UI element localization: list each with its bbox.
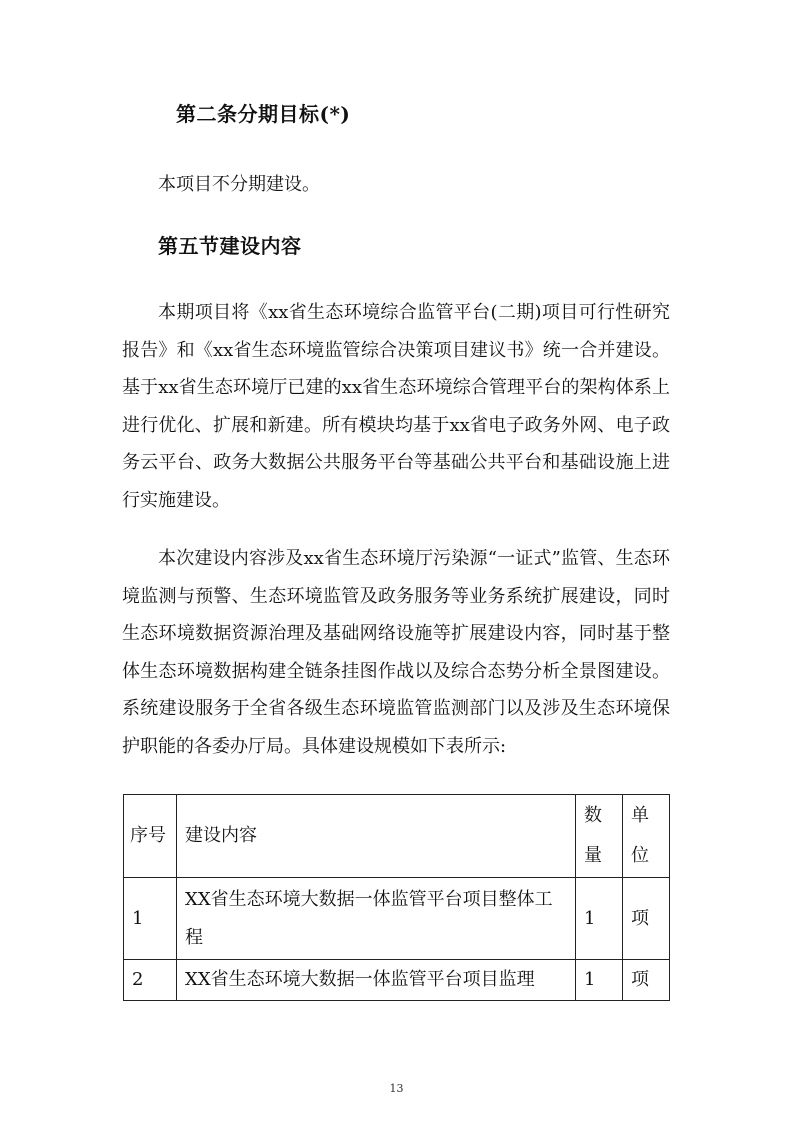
table-row xyxy=(124,878,670,960)
section-heading: 第五节建设内容 xyxy=(158,234,302,258)
header-qty-line2: 量 xyxy=(584,845,602,866)
body-paragraph-1: 本期项目将《xx省生态环境综合监管平台(二期)项目可行性研究报告》和《xx省生态环境监管综合决策项目建议书》统一合并建设。基于xx省生态环境厅已建的xx省生态环境综合管理平台的架构体系上进行优化、扩展和新建。所有模块均基于xx省电子政务外网、电子政务云平台、政务大数据公共服务平台等基础公共平台和基础设施上进行实施建设。 xyxy=(122,302,670,511)
row-content: XX省生态环境大数据一体监管平台项目整体工程 xyxy=(177,878,576,960)
header-unit xyxy=(623,795,670,878)
page-number: 13 xyxy=(389,1082,404,1095)
construction-scale-table xyxy=(123,794,670,1001)
header-qty-line1: 数 xyxy=(584,805,602,826)
table-header-row xyxy=(124,795,670,878)
row-seq: 2 xyxy=(124,960,177,1001)
header-content: 建设内容 xyxy=(177,795,576,878)
row-seq: 1 xyxy=(124,878,177,960)
article-text: 本项目不分期建设。 xyxy=(158,174,320,195)
row-unit: 项 xyxy=(623,878,670,960)
row-unit: 项 xyxy=(623,960,670,1001)
body-paragraph-2: 本次建设内容涉及xx省生态环境厅污染源“一证式”监管、生态环境监测与预警、生态环境监管及政务服务等业务系统扩展建设，同时生态环境数据资源治理及基础网络设施等扩展建设内容，同时基于整体生态环境数据构建全链条挂图作战以及综合态势分析全景图建设。系统建设服务于全省各级生态环境监管监测部门以及涉及生态环境保护职能的各委办厅局。具体建设规模如下表所示: xyxy=(122,548,670,757)
row-content: XX省生态环境大数据一体监管平台项目监理 xyxy=(177,960,576,1001)
row-qty: 1 xyxy=(576,960,623,1001)
row-qty: 1 xyxy=(576,878,623,960)
header-seq: 序号 xyxy=(124,795,177,878)
header-unit-line1: 单 xyxy=(631,805,649,826)
header-qty xyxy=(576,795,623,878)
table-row xyxy=(124,960,670,1001)
article-heading: 第二条分期目标(*) xyxy=(176,102,351,126)
header-unit-line2: 位 xyxy=(631,845,649,866)
